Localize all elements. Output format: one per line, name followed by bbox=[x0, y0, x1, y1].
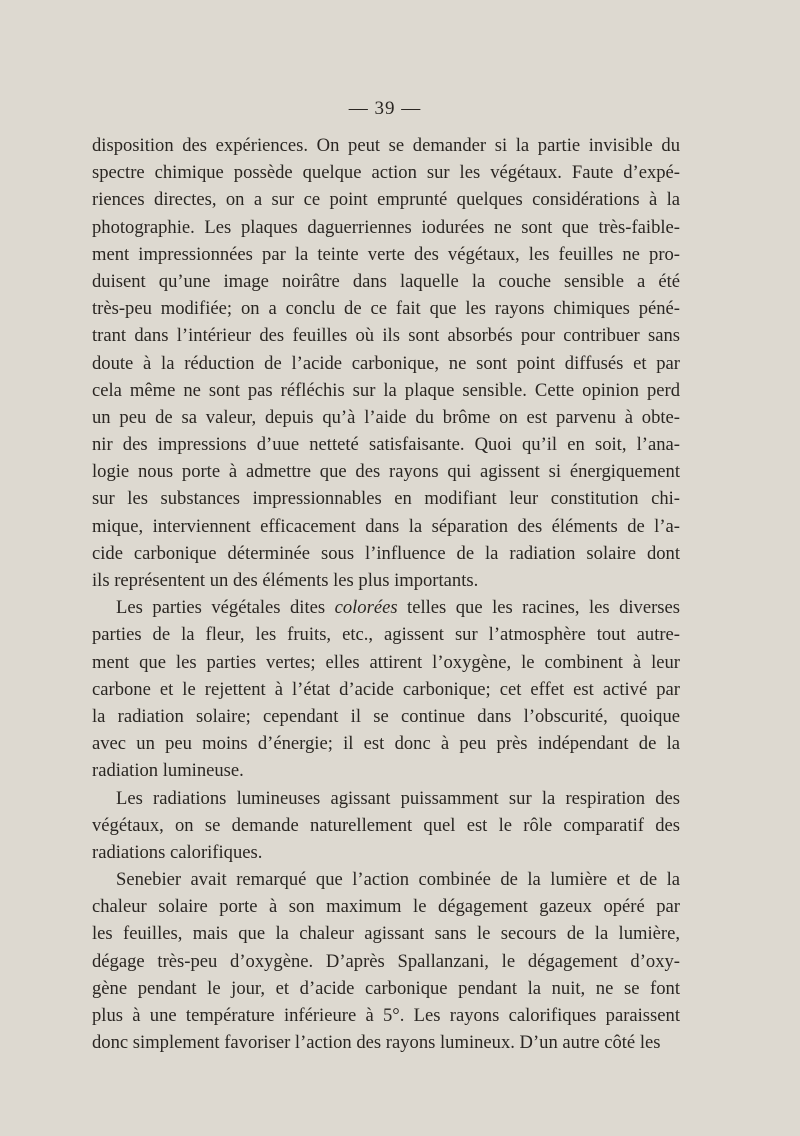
text-line: duisent qu’une image noirâtre dans laquelle la couche sensible a été bbox=[92, 270, 680, 292]
text-line: Senebier avait remarqué que l’action combinée de la lumière et de la bbox=[116, 869, 680, 891]
text-line: Les radiations lumineuses agissant puissamment sur la respiration des bbox=[116, 787, 680, 809]
paragraph bbox=[92, 132, 680, 594]
text-line: la radiation solaire; cependant il se continue dans l’obscurité, quoique bbox=[92, 705, 680, 727]
text-line: gène pendant le jour, et d’acide carbonique pendant la nuit, ne se font bbox=[92, 977, 680, 999]
text-line bbox=[92, 594, 680, 621]
text-line: radiation lumineuse. bbox=[92, 760, 244, 782]
text-line: mique, interviennent efficacement dans la séparation des éléments de l’a- bbox=[92, 515, 680, 537]
text-line: dégage très-peu d’oxygène. D’après Spallanzani, le dégagement d’oxy- bbox=[92, 950, 680, 972]
text-line: radiations calorifiques. bbox=[92, 841, 263, 863]
paragraph bbox=[92, 785, 680, 867]
text-line: avec un peu moins d’énergie; il est donc à peu près indépendant de la bbox=[92, 733, 680, 755]
text-line: riences directes, on a sur ce point emprunté quelques considérations à la bbox=[92, 189, 680, 211]
text-line: doute à la réduction de l’acide carbonique, ne sont point diffusés et par bbox=[92, 352, 680, 374]
text-line: ment que les parties vertes; elles attirent l’oxygène, le combinent à leur bbox=[92, 651, 680, 673]
text-line: chaleur solaire porte à son maximum le dégagement gazeux opéré par bbox=[92, 896, 680, 918]
text-segment: Les parties végétales dites bbox=[116, 597, 335, 619]
paragraph bbox=[92, 594, 680, 784]
text-line: ment impressionnées par la teinte verte des végétaux, les feuilles ne pro- bbox=[92, 243, 680, 265]
text-line: sur les substances impressionnables en modifiant leur constitution chi- bbox=[92, 488, 680, 510]
text-segment: telles que les racines, les diverses bbox=[397, 597, 681, 619]
text-line: nir des impressions d’uue netteté satisfaisante. Quoi qu’il en soit, l’ana- bbox=[92, 434, 680, 456]
text-line: cide carbonique déterminée sous l’influence de la radiation solaire dont bbox=[92, 542, 680, 564]
body-text bbox=[92, 132, 680, 1056]
text-line: un peu de sa valeur, depuis qu’à l’aide du brôme on est parvenu à obte- bbox=[92, 406, 680, 428]
text-line: végétaux, on se demande naturellement quel est le rôle comparatif des bbox=[92, 814, 680, 836]
text-line: ils représentent un des éléments les plus importants. bbox=[92, 570, 479, 591]
text-line: logie nous porte à admettre que des rayons qui agissent si énergiquement bbox=[92, 461, 680, 483]
paragraph bbox=[92, 866, 680, 1056]
text-line: trant dans l’intérieur des feuilles où ils sont absorbés pour contribuer sans bbox=[92, 325, 680, 347]
page-number: — 39 — bbox=[348, 98, 422, 119]
text-line: photographie. Les plaques daguerriennes iodurées ne sont que très-faible- bbox=[92, 216, 680, 238]
italic-term: colorées bbox=[334, 597, 398, 619]
text-line: les feuilles, mais que la chaleur agissant sans le secours de la lumière, bbox=[92, 923, 680, 945]
text-line: plus à une température inférieure à 5°. Les rayons calorifiques paraissent bbox=[92, 1005, 680, 1026]
text-line: donc simplement favoriser l’action des rayons lumineux. D’un autre côté les bbox=[92, 1032, 661, 1054]
text-line: carbone et le rejettent à l’état d’acide carbonique; cet effet est activé par bbox=[92, 678, 680, 700]
text-line: spectre chimique possède quelque action sur les végétaux. Faute d’expé- bbox=[92, 162, 680, 184]
text-line: disposition des expériences. On peut se demander si la partie invisible du bbox=[92, 135, 680, 156]
text-line: cela même ne sont pas réfléchis sur la plaque sensible. Cette opinion perd bbox=[92, 379, 680, 401]
text-line: très-peu modifiée; on a conclu de ce fait que les rayons chimiques péné- bbox=[92, 298, 680, 320]
text-line: parties de la fleur, les fruits, etc., agissent sur l’atmosphère tout autre- bbox=[92, 624, 680, 646]
